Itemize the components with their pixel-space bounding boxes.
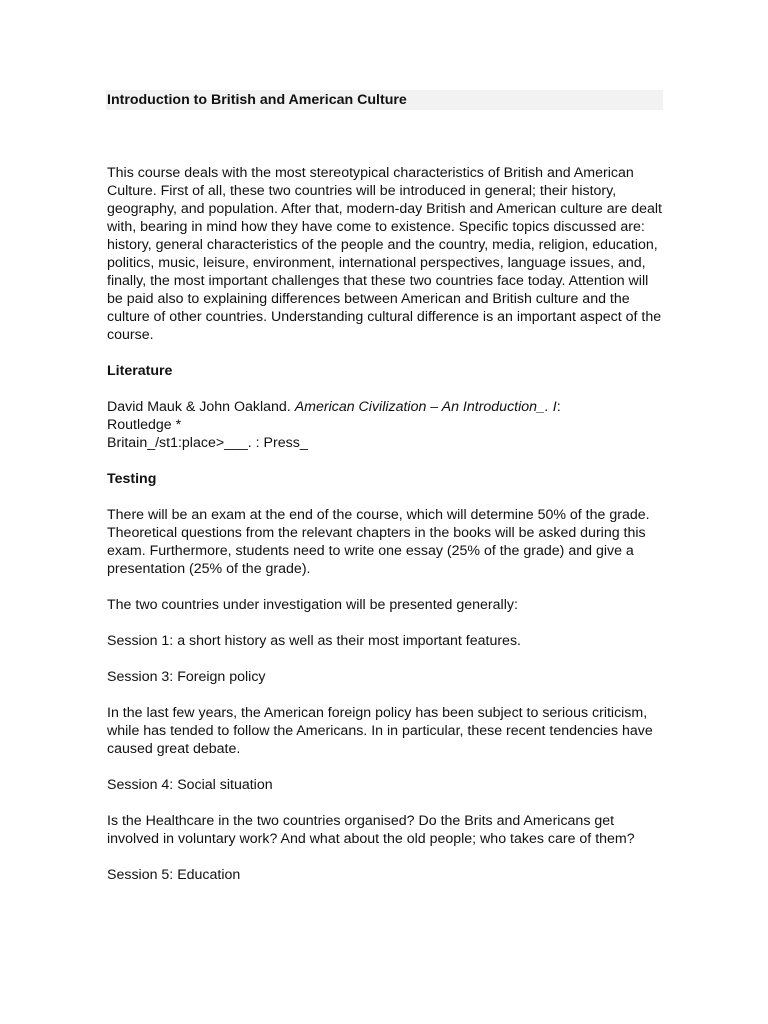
title-spacer [107, 110, 663, 164]
literature-book-title: American Civilization – An Introduction_. I [294, 399, 557, 415]
document-title: Introduction to British and American Culture [106, 90, 663, 110]
literature-tail: : [556, 399, 561, 415]
literature-list [107, 398, 663, 452]
testing-heading: Testing [107, 471, 157, 487]
intro-paragraph: This course deals with the most stereotypical characteristics of British and American Culture. First of all, these two countries will be introduced in general; their history, geography, and population. After that, modern-day British and American culture are dealt with, bearing in mind how they have come to existence. Specific topics discussed are: history, general characteristics of the people and the country, media, religion, education, politics, music, leisure, environment, international perspectives, language issues, and, finally, the most important challenges that these two countries face today. Attention will be paid also to explaining differences between American and British culture and the culture of other countries. Understanding cultural difference is an important aspect of the course. [107, 165, 662, 343]
literature-entry-2: Routledge * [107, 417, 182, 433]
literature-entry-1 [107, 398, 663, 416]
session-3-description: In the last few years, the American foreign policy has been subject to serious criticism, while has tended to follow the Americans. In in particular, these recent tendencies have caused great debate. [107, 705, 653, 757]
literature-heading: Literature [107, 363, 173, 379]
overview-paragraph: The two countries under investigation will be presented generally: [107, 597, 518, 613]
session-1: Session 1: a short history as well as their most important features. [107, 633, 521, 649]
testing-paragraph: There will be an exam at the end of the course, which will determine 50% of the grade. Theoretical questions from the relevant chapters in the books will be asked during this exam. Furthermore, students need to write one essay (25% of the grade) and give a presentation (25% of the grade). [107, 507, 650, 577]
session-5: Session 5: Education [107, 867, 241, 883]
document-page [107, 90, 663, 902]
session-4: Session 4: Social situation [107, 777, 273, 793]
literature-authors: David Mauk & John Oakland. [107, 399, 295, 415]
session-3: Session 3: Foreign policy [107, 669, 266, 685]
session-4-description: Is the Healthcare in the two countries organised? Do the Brits and Americans get involved in voluntary work? And what about the old people; who takes care of them? [107, 813, 635, 847]
literature-entry-3: Britain_/st1:place>___. : Press_ [107, 435, 308, 451]
